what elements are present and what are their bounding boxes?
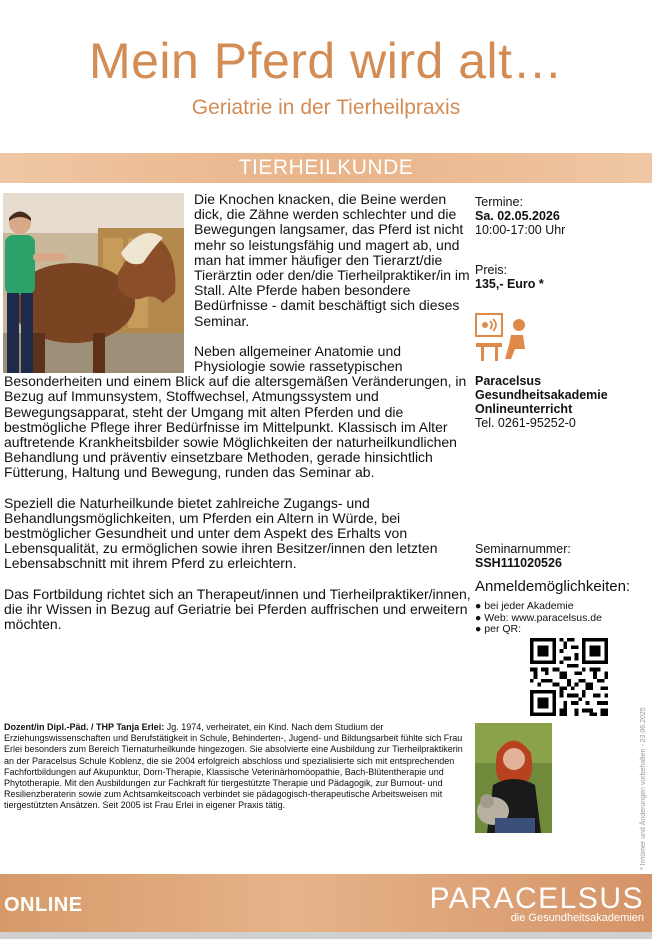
academy-block <box>475 374 608 416</box>
qr-code[interactable] <box>530 638 608 716</box>
page-subtitle: Geriatrie in der Tierheilpraxis <box>191 96 461 119</box>
phone: Tel. 0261-95252-0 <box>475 416 576 430</box>
paragraph-audience: Das Fortbildung richtet sich an Therapeut/innen und Tierheilpraktiker/innen, die ihr Wissen in Bezug auf Geriatrie bei Pferden auffrischen und erweitern möchten. <box>4 585 471 633</box>
disclaimer-vertical: * Irrtümer und Änderungen vorbehalten - 23.06.2025 <box>640 707 647 870</box>
option-academy: ● bei jeder Akademie <box>475 600 574 612</box>
academy-line1: Paracelsus <box>475 374 542 388</box>
paracelsus-logo-sub: die Gesundheitsakademien <box>510 912 644 924</box>
photo-spacer <box>4 192 190 372</box>
seminar-block <box>475 542 571 570</box>
option-qr: ● per QR: <box>475 623 522 635</box>
preis-label: Preis: <box>475 263 507 277</box>
seminar-number: SSH111020526 <box>475 556 562 570</box>
instructor-bio <box>4 722 464 812</box>
paragraph-content: Neben allgemeiner Anatomie und Physiologie sowie rassetypischen Besonderheiten und einem Blick auf die altersgemäßen Veränderungen, in Bezug auf Immunsystem, Stoffwechsel, Atmungssystem und Bewegungsapparat, steht der Umgang mit alten Pferden und die bestmögliche Pflege ihrer Bedürfnisse im Mittelpunkt. Klassisch im Alter auftretende Krankheitsbilder sowie Möglichkeiten der naturheilkundlichen Behandlung und präventiv einsetzbare Methoden, gerade hinsichtlich Fütterung, Haltung und Bewegung, runden das Seminar ab. <box>4 342 467 481</box>
paracelsus-logo: PARACELSUS <box>429 882 644 915</box>
option-web[interactable]: ● Web: www.paracelsus.de <box>475 611 602 624</box>
academy-line3: Onlineunterricht <box>475 402 573 416</box>
preis-block <box>475 263 544 291</box>
anmeldung-options <box>475 601 602 636</box>
page-title: Mein Pferd wird alt… <box>88 33 564 89</box>
online-learning-icon <box>475 313 531 368</box>
instructor-text: Jg. 1974, verheiratet, ein Kind. Nach dem Studium der Erziehungswissenschaften und Berufstätigkeit in Schule, Behinderten-, Jugend- und Bildungsarbeit fühlte sich Frau Erlei besonders zum Bereich Tiernaturheilkunde hingezogen. Sie absolvierte eine Ausbildung zur Tierheilpraktikerin an der Paracelsus Schule Koblenz, die sie 2004 erfolgreich abschloss und spezialisierte sich mit entsprechenden Fachfortbildungen auf Akupunktur, Dorn-Therapie, Klassische Veterinärhomöopathie, Bach-Blütentherapie und Phytotherapie. Mit den Ausbildungen zur Fachkraft für tiergestützte Therapie und Pädagogik, zur Burnout- und Resilienzberaterin sowie zum Achtsamkeitscoach verbindet sie pädagogisch-therapeutische Arbeitsweisen mit tiergestützten Ansätzen. Seit 2005 ist Frau Erlei in eigener Praxis tätig. <box>4 722 463 811</box>
paragraph-intro: Die Knochen knacken, die Beine werden dick, die Zähne werden schlechter und die Bewegungen langsamer, das Pferd ist nicht mehr so leistungsfähig und magert ab, und man hat immer häufiger den Tierarzt/die Tierärztin oder den/die Tierheilpraktiker/in im Stall. Alte Pferde haben besondere Bedürfnisse - damit beschäftigt sich dieses Seminar. <box>194 191 470 329</box>
bottom-strip <box>0 932 652 939</box>
anmeldung-title: Anmeldemöglichkeiten: <box>475 578 631 595</box>
academy-line2: Gesundheitsakademie <box>475 388 608 402</box>
paragraph-naturopathy: Speziell die Naturheilkunde bietet zahlreiche Zugangs- und Behandlungsmöglichkeiten, um Pferden ein Altern in Würde, bei bestmöglicher Gesundheit und unter dem Aspekt des Erhalts von Lebensqualität, zu ermöglichen sowie ihren Besitzer/innen den letzten Lebensabschnitt mit ihrem Pferd zu erleichtern. <box>4 494 438 572</box>
preis: 135,- Euro * <box>475 277 544 291</box>
description <box>4 192 474 647</box>
seminar-label: Seminarnummer: <box>475 542 571 556</box>
termine-block <box>475 195 565 237</box>
category-label: TIERHEILKUNDE <box>238 156 414 179</box>
date: Sa. 02.05.2026 <box>475 209 560 223</box>
footer <box>0 874 652 932</box>
instructor-photo <box>475 723 552 833</box>
time: 10:00-17:00 Uhr <box>475 223 566 237</box>
termine-label: Termine: <box>475 195 523 209</box>
online-label: ONLINE <box>4 894 83 916</box>
instructor-label: Dozent/in Dipl.-Päd. / THP Tanja Erlei: <box>4 722 165 732</box>
category-band <box>0 153 652 183</box>
